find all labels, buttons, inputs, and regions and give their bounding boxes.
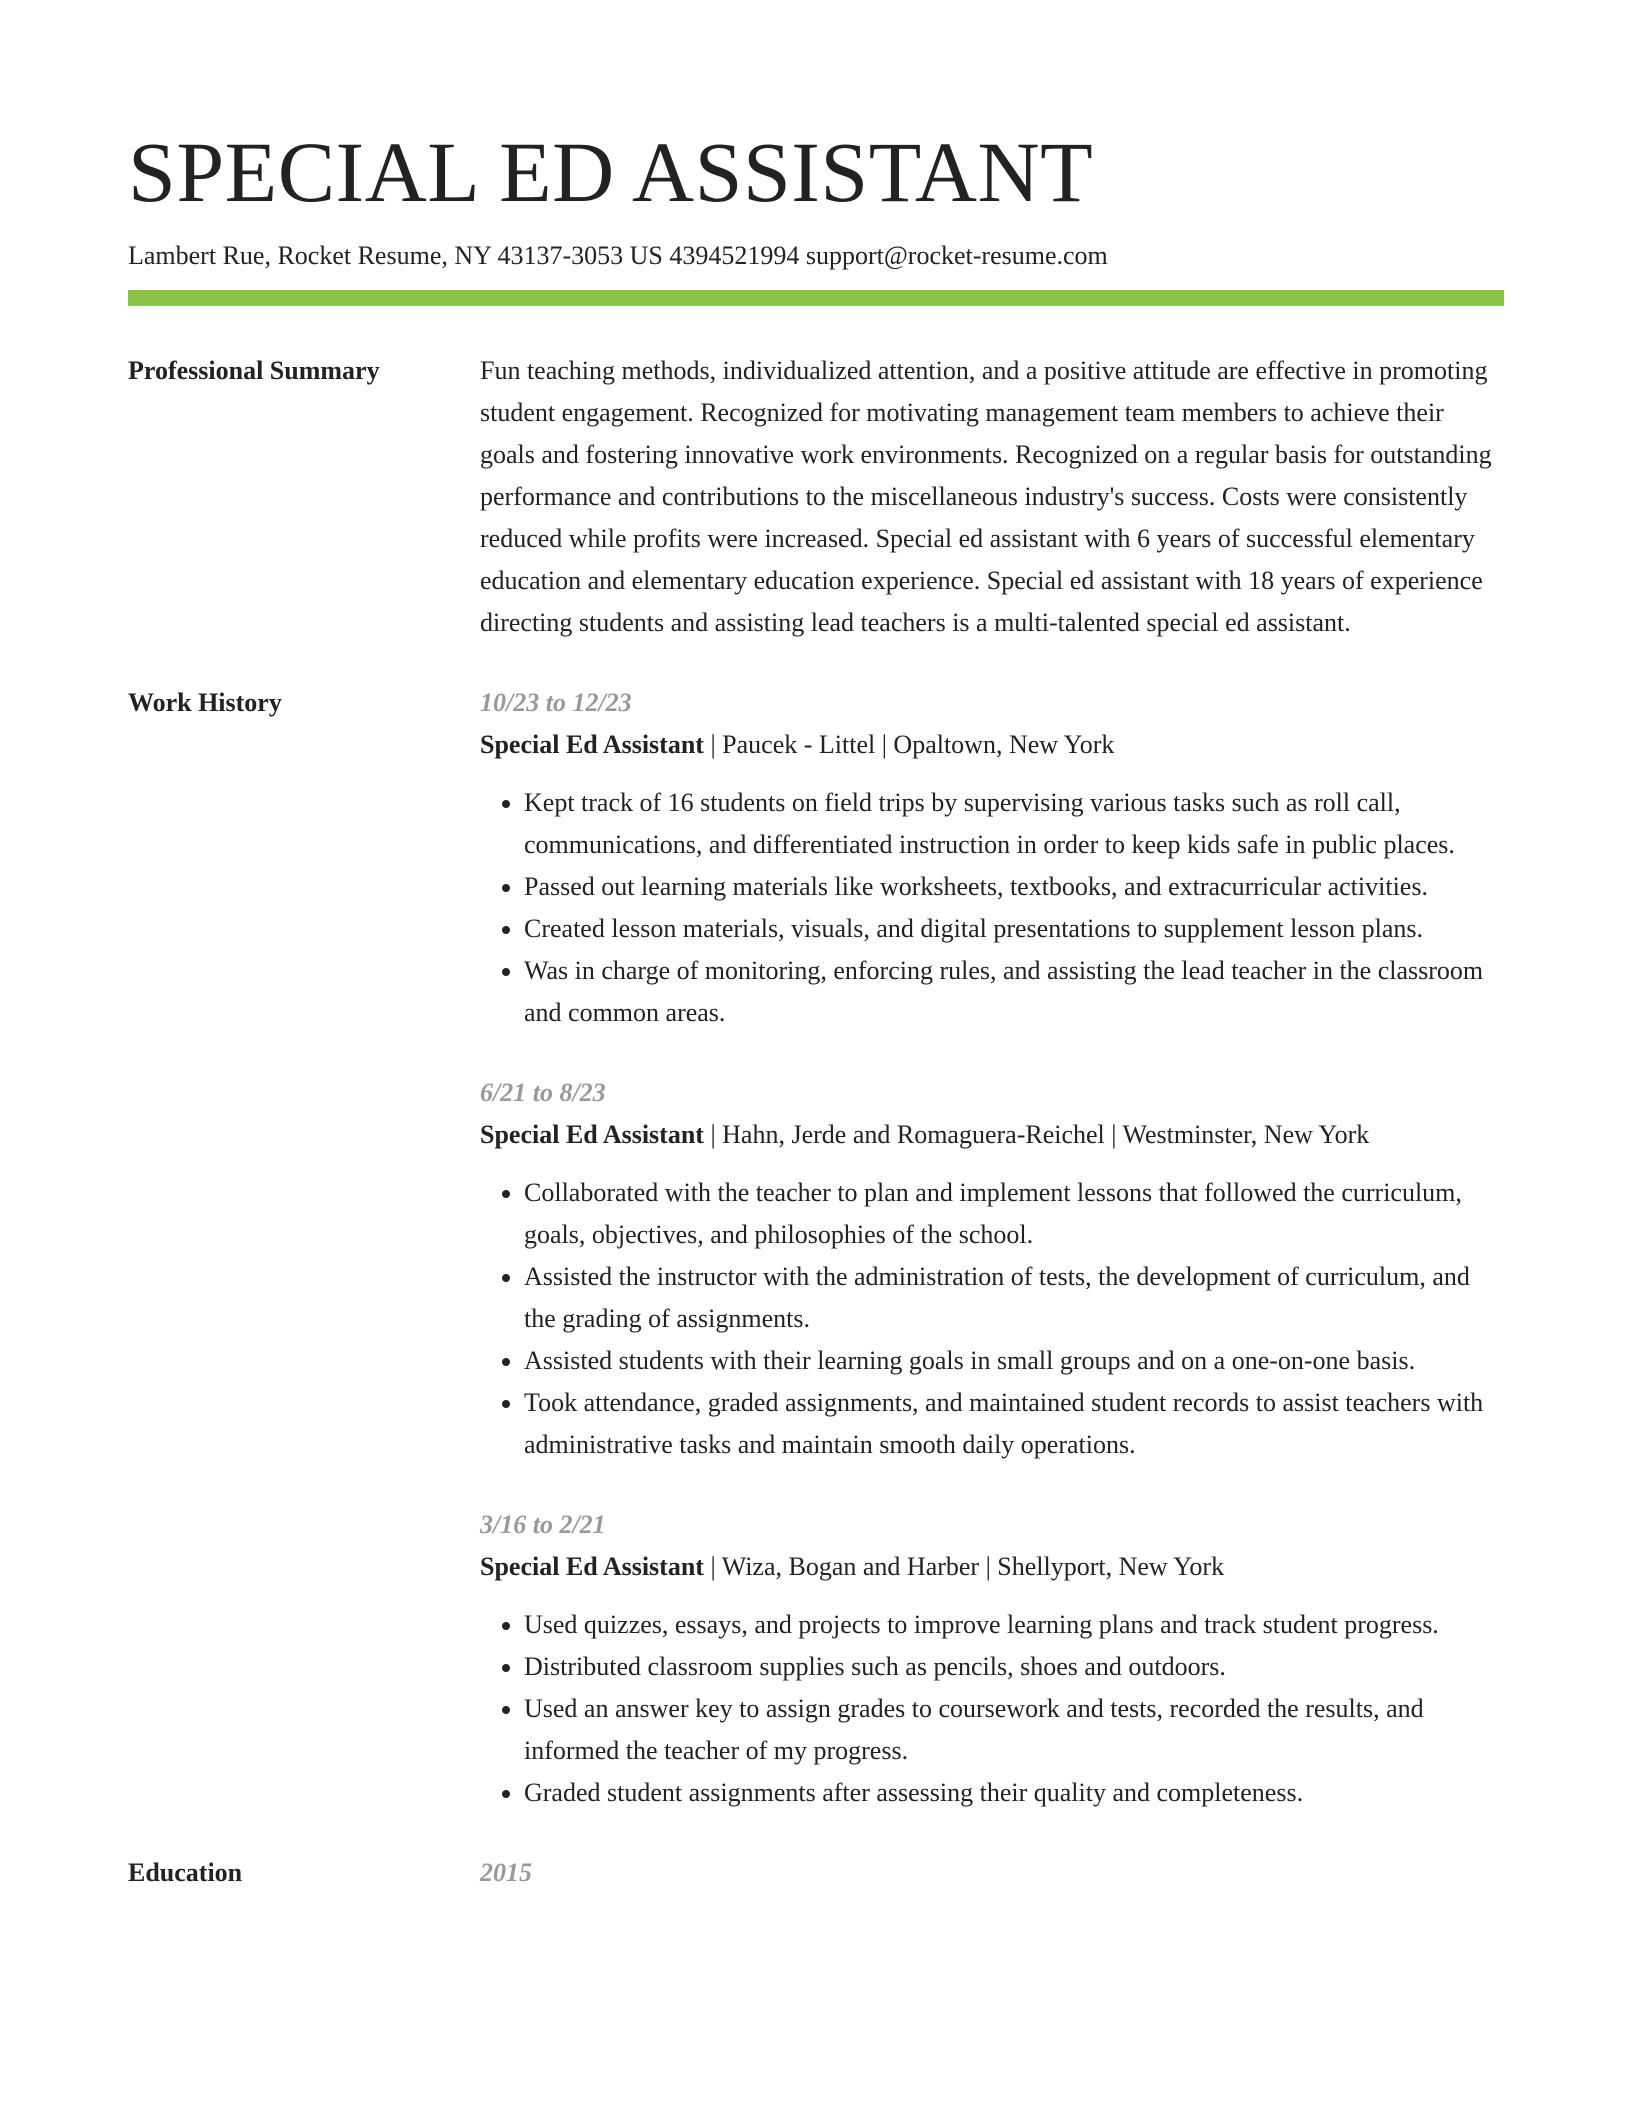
job-details: | Hahn, Jerde and Romaguera-Reichel | Westminster, New York <box>703 1120 1370 1149</box>
job-dates: 6/21 to 8/23 <box>480 1078 606 1107</box>
job-bullet: • Assisted students with their learning goals in small groups and on a one-on-one basis. <box>524 1340 1504 1382</box>
education-date: 2015 <box>480 1858 532 1887</box>
summary-body <box>480 350 1504 644</box>
job-bullet-list <box>480 1604 1504 1814</box>
job-title: Special Ed Assistant <box>480 1552 704 1581</box>
job-bullet-list <box>480 1172 1504 1466</box>
header-divider <box>128 290 1504 306</box>
job-bullet: • Used an answer key to assign grades to coursework and tests, recorded the results, and informed the teacher of my progress. <box>524 1688 1504 1772</box>
job-bullet: • Kept track of 16 students on field trips by supervising various tasks such as roll call, communications, and differentiated instruction in order to keep kids safe in public places. <box>524 782 1504 866</box>
job-heading <box>480 724 1504 766</box>
job-entry <box>480 1072 1504 1466</box>
job-bullet: • Took attendance, graded assignments, and maintained student records to assist teachers with administrative tasks and maintain smooth daily operations. <box>524 1382 1504 1466</box>
job-dates: 3/16 to 2/21 <box>480 1510 606 1539</box>
job-heading <box>480 1546 1504 1588</box>
work-history-body <box>480 682 1504 1814</box>
job-details: | Wiza, Bogan and Harber | Shellyport, New York <box>703 1552 1225 1581</box>
resume-page <box>128 0 1504 1894</box>
job-bullet: • Used quizzes, essays, and projects to improve learning plans and track student progress. <box>524 1604 1504 1646</box>
education-body <box>480 1852 1504 1894</box>
section-label-summary: Professional Summary <box>128 356 380 385</box>
job-bullet: • Distributed classroom supplies such as pencils, shoes and outdoors. <box>524 1646 1504 1688</box>
job-title: Special Ed Assistant <box>480 730 704 759</box>
job-dates: 10/23 to 12/23 <box>480 688 632 717</box>
job-details: | Paucek - Littel | Opaltown, New York <box>703 730 1115 759</box>
job-bullet: • Assisted the instructor with the administration of tests, the development of curriculum, and the grading of assignments. <box>524 1256 1504 1340</box>
job-entry <box>480 1504 1504 1814</box>
professional-summary-section <box>128 350 1504 644</box>
job-bullet: • Was in charge of monitoring, enforcing rules, and assisting the lead teacher in the classroom and common areas. <box>524 950 1504 1034</box>
job-heading <box>480 1114 1504 1156</box>
section-label-education: Education <box>128 1858 243 1887</box>
contact-line: Lambert Rue, Rocket Resume, NY 43137-3053 US 4394521994 support@rocket-resume.com <box>128 241 1108 270</box>
job-bullet: • Graded student assignments after assessing their quality and completeness. <box>524 1772 1504 1814</box>
job-bullet: • Created lesson materials, visuals, and digital presentations to supplement lesson plans. <box>524 908 1504 950</box>
job-bullet: • Passed out learning materials like worksheets, textbooks, and extracurricular activities. <box>524 866 1504 908</box>
job-title: Special Ed Assistant <box>480 1120 704 1149</box>
job-bullet: • Collaborated with the teacher to plan and implement lessons that followed the curriculum, goals, objectives, and philosophies of the school. <box>524 1172 1504 1256</box>
job-entry <box>480 682 1504 1034</box>
section-label-work-history: Work History <box>128 688 282 717</box>
work-history-section <box>128 682 1504 1814</box>
summary-text: Fun teaching methods, individualized attention, and a positive attitude are effective in promoting student engagement. Recognized for motivating management team members to achieve their goals and fostering innovative work environments. Recognized on a regular basis for outstanding performance and contributions to the miscellaneous industry's success. Costs were consistently reduced while profits were increased. Special ed assistant with 6 years of successful elementary education and elementary education experience. Special ed assistant with 18 years of experience directing students and assisting lead teachers is a multi-talented special ed assistant. <box>480 356 1492 637</box>
resume-title: SPECIAL ED ASSISTANT <box>128 124 1094 220</box>
job-bullet-list <box>480 782 1504 1034</box>
education-section <box>128 1852 1504 1894</box>
